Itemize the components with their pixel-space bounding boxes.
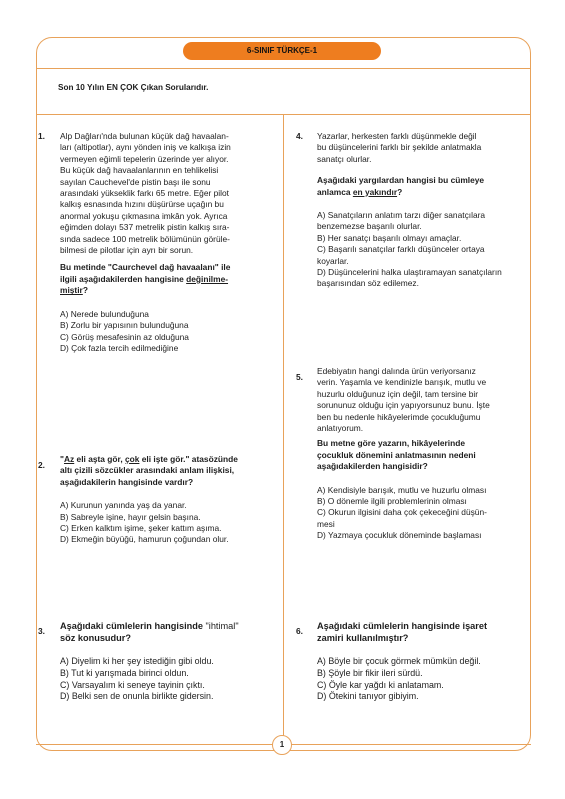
question-5-number: 5. bbox=[296, 372, 303, 382]
question-6-options bbox=[317, 656, 529, 703]
option-c[interactable]: C) Görüş mesafesinin az olduğuna bbox=[60, 331, 189, 342]
question-4-number: 4. bbox=[296, 131, 303, 141]
option-c[interactable]: C) Okurun ilgisini daha çok çekeceğini düşün- mesi bbox=[317, 507, 487, 529]
option-b[interactable]: B) Tut ki yarışmada birinci oldun. bbox=[60, 667, 189, 678]
question-5-options bbox=[317, 485, 529, 542]
question-3-stem: Aşağıdaki cümlelerin hangisinde "ihtimal" söz konusudur? bbox=[60, 621, 239, 643]
question-3-number: 3. bbox=[38, 626, 45, 636]
question-1-number: 1. bbox=[38, 131, 45, 141]
option-b[interactable]: B) Şöyle bir fikir ileri sürdü. bbox=[317, 667, 423, 678]
option-b[interactable]: B) Sabreyle işine, hayır gelsin başına. bbox=[60, 511, 201, 522]
option-b[interactable]: B) Her sanatçı başarılı olmayı amaçlar. bbox=[317, 232, 462, 243]
option-b[interactable]: B) Zorlu bir yapısının bulunduğuna bbox=[60, 320, 189, 331]
question-1-stem: Bu metinde "Caurchevel dağ havaalanı" ile ilgili aşağıdakilerden hangisine değinilme- miştir? bbox=[60, 262, 231, 296]
column-divider bbox=[283, 114, 284, 737]
option-b[interactable]: B) O dönemle ilgili problemlerinin olması bbox=[317, 496, 467, 507]
question-4 bbox=[317, 131, 529, 290]
option-c[interactable]: C) Başarılı sanatçılar farklı düşünceler ortaya koyarlar. bbox=[317, 244, 485, 266]
question-2-stem: "Az eli aşta gör, çok eli işte gör." atasözünde altı çizili sözcükler arasındaki anlam ilişkisi, aşağıdakilerin hangisinde vardır? bbox=[60, 454, 238, 487]
question-2-options bbox=[60, 500, 278, 546]
option-a[interactable]: A) Sanatçıların anlatım tarzı diğer sanatçılara benzemezse başarılı olurlar. bbox=[317, 210, 486, 232]
option-a[interactable]: A) Kurunun yanında yaş da yanar. bbox=[60, 500, 187, 511]
question-4-stem: Aşağıdaki yargılardan hangisi bu cümleye anlamca en yakındır? bbox=[317, 175, 485, 197]
question-3 bbox=[60, 620, 278, 703]
question-2-number: 2. bbox=[38, 460, 45, 470]
option-c[interactable]: C) Öyle kar yağdı ki anlatamam. bbox=[317, 679, 444, 690]
option-a[interactable]: A) Kendisiyle barışık, mutlu ve huzurlu olması bbox=[317, 484, 487, 495]
option-d[interactable]: D) Belki sen de onunla birlikte gidersin. bbox=[60, 691, 214, 702]
question-1-options bbox=[60, 309, 276, 355]
option-a[interactable]: A) Nerede bulunduğuna bbox=[60, 308, 149, 319]
option-d[interactable]: D) Yazmaya çocukluk döneminde başlaması bbox=[317, 530, 482, 541]
question-5-stem: Bu metne göre yazarın, hikâyelerinde çocukluk dönemini anlatmasının nedeni aşağıdakilerden hangisidir? bbox=[317, 438, 476, 472]
question-6 bbox=[317, 620, 529, 703]
question-1-text: Alp Dağları'nda bulunan küçük dağ havaalan- ları (altipotlar), aynı yönden iniş ve kalkışa izin vermeyen eğimli tepelerin üzerinde yer alıyor. Bu küçük dağ havaalanlarının en tehlikelisi sayılan Cauchevel'de pistin başı ile sonu arasındaki yükseklik farkı 65 metre. Eğer pilot kalkış esnasında hızını düşürürse uçağın bu anormal yokuşu çıkmasına imkân yok. Ayrıca eğimden dolayı 537 metrelik pistin kalkış sıra- sında sadece 100 metrelik bölümünün görüle- bilmesi de pilotlar için ayrı bir sorun. bbox=[60, 131, 231, 256]
page-title: 6-SINIF TÜRKÇE-1 bbox=[183, 42, 381, 60]
option-a[interactable]: A) Diyelim ki her şey istediğin gibi oldu. bbox=[60, 656, 214, 666]
option-d[interactable]: D) Düşüncelerini halka ulaştıramayan sanatçıların başarısından söz edilemez. bbox=[317, 267, 502, 289]
option-a[interactable]: A) Böyle bir çocuk görmek mümkün değil. bbox=[317, 656, 481, 666]
question-6-number: 6. bbox=[296, 626, 303, 636]
question-3-options bbox=[60, 656, 278, 703]
question-2 bbox=[60, 454, 278, 546]
question-1 bbox=[60, 131, 276, 354]
question-6-stem: Aşağıdaki cümlelerin hangisinde işaret zamiri kullanılmıştır? bbox=[317, 621, 488, 643]
question-5-text: Edebiyatın hangi dalında ürün veriyorsanız verin. Yaşamla ve kendinizle barışık, mutlu ve huzurlu olduğunuz için değil, tam tersine bir sorununuz olduğu için yapıyorsunuz bunu. İşte ben bu nedenle hikâyelerimde çocukluğumu anlatıyorum. bbox=[317, 366, 490, 434]
question-5 bbox=[317, 366, 529, 542]
page-number: 1 bbox=[272, 735, 292, 755]
option-d[interactable]: D) Ötekini tanıyor gibiyim. bbox=[317, 691, 419, 702]
option-c[interactable]: C) Erken kalktım işime, şeker kattım aşıma. bbox=[60, 523, 222, 534]
header-divider bbox=[36, 68, 531, 69]
option-d[interactable]: D) Çok fazla tercih edilmediğine bbox=[60, 342, 179, 353]
question-4-options bbox=[317, 210, 529, 290]
question-4-text: Yazarlar, herkesten farklı düşünmekle değil bu düşüncelerini farklı bir şekilde anlatmakla sanatçı olurlar. bbox=[317, 131, 482, 164]
page-subtitle: Son 10 Yılın EN ÇOK Çıkan Sorularıdır. bbox=[58, 83, 209, 92]
option-d[interactable]: D) Ekmeğin büyüğü, hamurun çoğundan olur. bbox=[60, 534, 229, 545]
option-c[interactable]: C) Varsayalım ki seneye tayinin çıktı. bbox=[60, 679, 205, 690]
